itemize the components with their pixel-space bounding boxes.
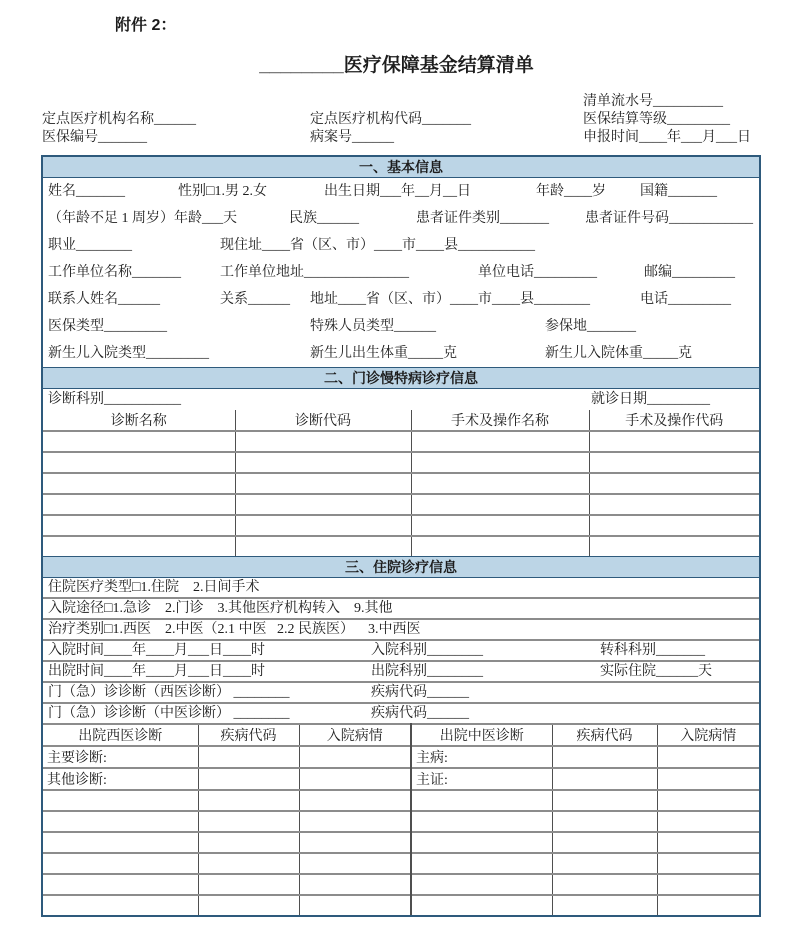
- discharge-diagnosis-table: [43, 723, 759, 915]
- employer-address-field: 工作单位地址_______________: [220, 265, 409, 280]
- admission-time-row: [43, 639, 759, 660]
- nationality-field: 国籍_______: [640, 184, 717, 199]
- tcm-disease-code-field: 疾病代码______: [371, 706, 469, 721]
- form-meta: [0, 93, 793, 147]
- transfer-dept-field: 转科科别_______: [600, 643, 705, 658]
- western-er-diagnosis-field: 门（急）诊诊断（西医诊断） ________: [48, 685, 290, 700]
- employer-name-field: 工作单位名称_______: [48, 265, 181, 280]
- table-row-main-diagnosis: [43, 746, 759, 768]
- form-title: ________医疗保障基金结算清单: [259, 55, 534, 76]
- declare-time-field: 申报时间____年___月___日: [583, 130, 751, 145]
- col-disease-code-tcm: 疾病代码: [552, 724, 657, 746]
- ethnic-field: 民族______: [289, 211, 359, 226]
- contact-name-field: 联系人姓名______: [48, 292, 160, 307]
- table-header-row: [43, 410, 759, 431]
- list-serial-field: 清单流水号__________: [583, 94, 723, 109]
- table-row: [43, 473, 759, 494]
- special-person-type-field: 特殊人员类型______: [310, 319, 436, 334]
- basic-row-7: [43, 340, 759, 367]
- name-field: 姓名_______: [48, 184, 125, 199]
- table-row: [43, 790, 759, 811]
- visit-date-field: 就诊日期_________: [591, 392, 710, 407]
- treatment-category-row: [43, 618, 759, 639]
- actual-days-field: 实际住院______天: [600, 664, 712, 679]
- col-admission-condition-tcm: 入院病情: [657, 724, 759, 746]
- attachment-label: 附件 2：: [115, 17, 177, 34]
- basic-row-6: [43, 313, 759, 340]
- table-row: [43, 431, 759, 452]
- main-tcm-label: 主病:: [411, 746, 552, 768]
- table-row-other-diagnosis: [43, 768, 759, 790]
- col-diagnosis-code: 诊断代码: [235, 410, 411, 431]
- main-diagnosis-label: 主要诊断:: [43, 746, 198, 768]
- org-name-field: 定点医疗机构名称______: [42, 112, 196, 127]
- section-basic-header: 一、基本信息: [43, 157, 759, 178]
- western-er-diagnosis-row: [43, 681, 759, 702]
- col-diagnosis-name: 诊断名称: [110, 414, 167, 429]
- table-row: [43, 515, 759, 536]
- meta-line-1: [0, 93, 793, 111]
- cert-no-field: 患者证件号码____________: [585, 211, 753, 226]
- western-disease-code-field: 疾病代码______: [371, 685, 469, 700]
- basic-row-2: [43, 205, 759, 232]
- admission-dept-field: 入院科别________: [371, 643, 483, 658]
- diag-dept-field: 诊断科别___________: [48, 392, 181, 407]
- col-disease-code-west: 疾病代码: [198, 724, 299, 746]
- tcm-er-diagnosis-row: [43, 702, 759, 723]
- discharge-time-row: [43, 660, 759, 681]
- table-row: [43, 452, 759, 473]
- table-row: [43, 811, 759, 832]
- discharge-time-field: 出院时间____年____月___日____时: [48, 664, 265, 679]
- treatment-category-field: 治疗类别□1.西医 2.中医（2.1 中医 2.2 民族医） 3.中西医: [48, 622, 421, 637]
- section-inpatient-header: 三、住院诊疗信息: [43, 556, 759, 578]
- age-field: 年龄____岁: [536, 184, 606, 199]
- inpatient-type-row: [43, 578, 759, 597]
- employer-tel-field: 单位电话_________: [478, 265, 597, 280]
- admission-route-row: [43, 597, 759, 618]
- table-row: [43, 874, 759, 895]
- current-address-field: 现住址____省（区、市）____市____县___________: [220, 238, 535, 253]
- basic-row-5: [43, 286, 759, 313]
- table-header-row: [43, 724, 759, 746]
- col-operation-code: 手术及操作代码: [589, 410, 759, 431]
- other-diagnosis-label: 其他诊断:: [43, 768, 198, 790]
- insured-place-field: 参保地_______: [545, 319, 636, 334]
- table-row: [43, 494, 759, 515]
- discharge-dept-field: 出院科别________: [371, 664, 483, 679]
- contact-address-field: 地址____省（区、市）____市____县________: [310, 292, 590, 307]
- infant-age-field: （年龄不足 1 周岁）年龄___天: [48, 211, 237, 226]
- medins-no-field: 医保编号_______: [42, 130, 147, 145]
- basic-row-4: [43, 259, 759, 286]
- basic-row-3: [43, 232, 759, 259]
- occupation-field: 职业________: [48, 238, 132, 253]
- case-no-field: 病案号______: [310, 130, 394, 145]
- col-operation-name: 手术及操作名称: [411, 410, 589, 431]
- settlement-level-field: 医保结算等级_________: [583, 112, 730, 127]
- basic-row-1: [43, 178, 759, 205]
- cert-type-field: 患者证件类别_______: [416, 211, 549, 226]
- tcm-er-diagnosis-field: 门（急）诊诊断（中医诊断） ________: [48, 706, 290, 721]
- insurance-type-field: 医保类型_________: [48, 319, 167, 334]
- col-admission-condition-west: 入院病情: [299, 724, 411, 746]
- zip-field: 邮编_________: [644, 265, 735, 280]
- table-row: [43, 832, 759, 853]
- outpatient-diagnosis-table: [43, 410, 759, 556]
- col-west-discharge-diagnosis: 出院西医诊断: [78, 729, 163, 744]
- admission-time-field: 入院时间____年____月___日____时: [48, 643, 265, 658]
- org-code-field: 定点医疗机构代码_______: [310, 112, 471, 127]
- newborn-adm-weight-field: 新生儿入院体重_____克: [545, 346, 692, 361]
- settlement-form-table: [41, 155, 761, 917]
- admission-route-field: 入院途径□1.急诊 2.门诊 3.其他医疗机构转入 9.其他: [48, 601, 393, 616]
- contact-tel-field: 电话_________: [640, 292, 731, 307]
- relation-field: 关系______: [220, 292, 290, 307]
- outpatient-dept-row: [43, 389, 759, 410]
- meta-line-2: [0, 111, 793, 129]
- other-tcm-label: 主证:: [411, 768, 552, 790]
- inpatient-type-field: 住院医疗类型□1.住院 2.日间手术: [48, 580, 260, 595]
- gender-field: 性别□1.男 2.女: [178, 184, 267, 199]
- col-tcm-discharge-diagnosis: 出院中医诊断: [411, 724, 552, 746]
- table-row: [43, 853, 759, 874]
- table-row: [43, 895, 759, 915]
- birthdate-field: 出生日期___年__月__日: [324, 184, 471, 199]
- newborn-birth-weight-field: 新生儿出生体重_____克: [310, 346, 457, 361]
- table-row: [43, 536, 759, 556]
- meta-line-3: [0, 129, 793, 147]
- newborn-adm-type-field: 新生儿入院类型_________: [48, 346, 209, 361]
- section-outpatient-header: 二、门诊慢特病诊疗信息: [43, 367, 759, 389]
